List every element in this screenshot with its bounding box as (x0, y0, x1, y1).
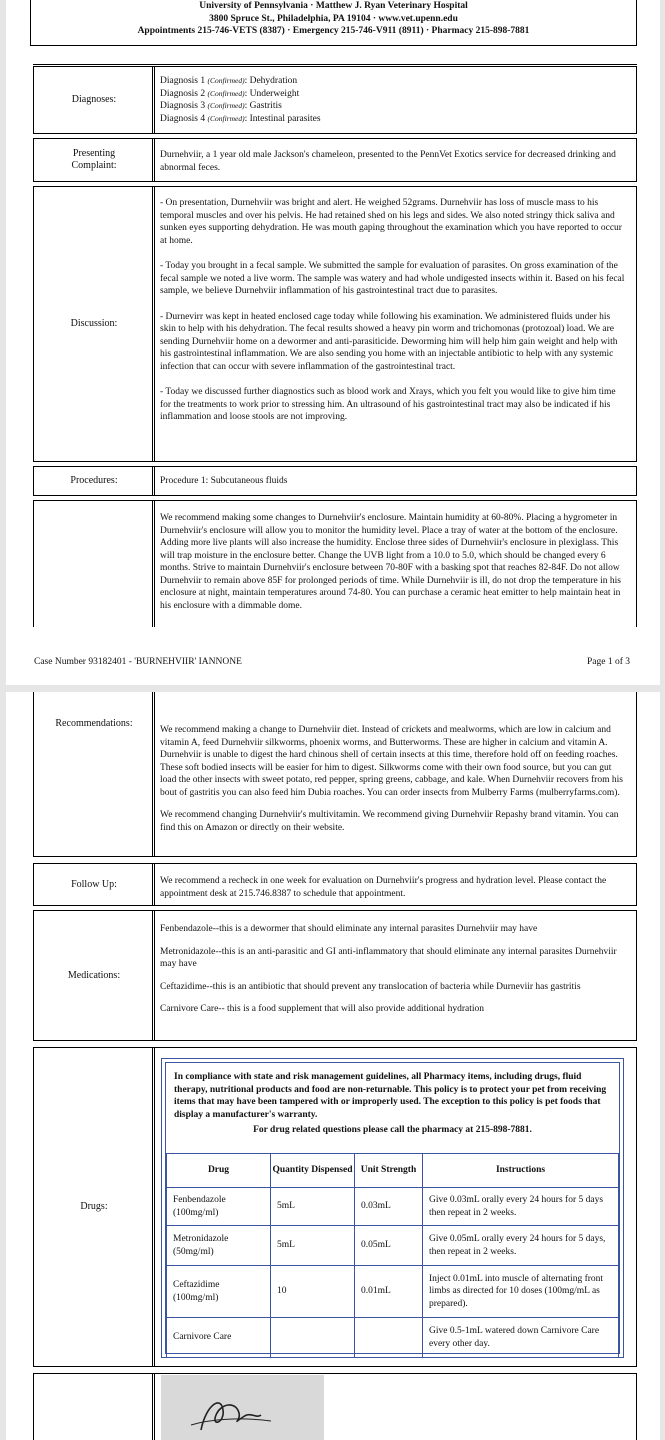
unit-column-header: Unit Strength (355, 1154, 423, 1188)
drug-instructions: Give 0.03mL orally every 24 hours for 5 days then repeat in 2 weeks. (423, 1188, 619, 1226)
discussion-paragraph: - On presentation, Durnehviir was bright and alert. He weighed 52grams. Durnehviir has loss of muscle mass to his temporal muscles and over his pelvis. He had retained shed on his legs and sides. We also noted stringy thick saliva and sunken eyes supporting dehydration. He was mouth gaping throughout the examination which you have reported to occur at home. (160, 198, 622, 246)
medications-label: Medications: (33, 910, 155, 1041)
signature-image (161, 1375, 324, 1440)
discussion-content (152, 186, 637, 462)
diagnosis-item: Diagnosis 3 (Confirmed): Gastritis (160, 101, 282, 111)
quantity-column-header: Quantity Dispensed (271, 1154, 355, 1188)
drug-quantity: 5mL (271, 1226, 355, 1266)
drug-instructions: Inject 0.01mL into muscle of alternating front limbs as directed for 10 doses (100mg/mL as prepared). (423, 1266, 619, 1318)
table-row (167, 1226, 619, 1266)
report-page-1 (6, 0, 660, 685)
recommendation-paragraph: We recommend changing Durnehviir's multivitamin. We recommend giving Durnehviir Repashy brand vitamin. You can find this on Amazon or directly on their website. (160, 810, 619, 833)
pharmacy-phone-note: For drug related questions please call the pharmacy at 215-898-7881. (253, 1125, 532, 1135)
header-line-3: Appointments 215-746-VETS (8387) · Emergency 215-746-V911 (8911) · Pharmacy 215-898-7881 (137, 26, 530, 36)
drug-unit: 0.05mL (355, 1226, 423, 1266)
instructions-column-header: Instructions (423, 1154, 619, 1188)
recommendations-content-page2 (152, 692, 637, 857)
drug-quantity: 10 (271, 1266, 355, 1318)
drug-name: Fenbendazole (100mg/ml) (167, 1188, 271, 1226)
discussion-paragraph: - Today we discussed further diagnostics such as blood work and Xrays, which you felt you would like to give him time for the treatments to work prior to stressing him. An ultrasound of his gastrointestinal tract may also be indicated if his inflammation and loose stools are not improving. (160, 387, 616, 422)
discussion-paragraph: - Today you brought in a fecal sample. We submitted the sample for evaluation of parasites. On gross examination of the fecal sample we noted a live worm. The sample was watery and had whole undigested insects within it. Based on his fecal sample, we believe Durnehviir inflammation of his gastrointestinal tract due to parasites. (160, 261, 625, 296)
complaint-content: Durnehviir, a 1 year old male Jackson's chameleon, presented to the PennVet Exotics service for decreased drinking and abnormal feces. (152, 138, 637, 182)
recommendations-label-continued (33, 500, 155, 627)
header-line-2: 3800 Spruce St., Philadelphia, PA 19104 · www.vet.upenn.edu (209, 13, 458, 24)
drug-unit (355, 1318, 423, 1358)
procedures-label: Procedures: (33, 466, 155, 496)
drug-unit: 0.03mL (355, 1188, 423, 1226)
medication-item: Carnivore Care-- this is a food supplement that will also provide additional hydration (160, 1004, 484, 1014)
header-line-1: University of Pennsylvania · Matthew J. Ryan Veterinary Hospital (199, 1, 468, 11)
medication-item: Ceftazidime--this is an antibiotic that should prevent any translocation of bacteria while Durneviir has gastritis (160, 981, 581, 992)
drug-name: Ceftazidime (100mg/ml) (167, 1266, 271, 1318)
table-row (167, 1318, 619, 1358)
hospital-header (30, 0, 637, 46)
table-row (167, 1266, 619, 1318)
medications-content (152, 910, 637, 1041)
drug-column-header: Drug (167, 1154, 271, 1188)
diagnosis-item: Diagnosis 2 (Confirmed): Underweight (160, 88, 300, 99)
followup-content: We recommend a recheck in one week for evaluation on Durnehviir's progress and hydration level. Please contact the appointment desk at 215.746.8387 to schedule that appointment. (152, 863, 637, 906)
medication-item: Metronidazole--this is an anti-parasitic and GI anti-inflammatory that should eliminate any internal parasites Durnehviir may have (160, 946, 617, 969)
diagnosis-item: Diagnosis 1 (Confirmed): Dehydration (160, 76, 298, 86)
drug-instructions: Give 0.5-1mL watered down Carnivore Care every other day. (423, 1318, 619, 1358)
drug-unit: 0.01mL (355, 1266, 423, 1318)
section-divider (33, 64, 637, 65)
pharmacy-policy-text: In compliance with state and risk management guidelines, all Pharmacy items, including drugs, fluid therapy, nutritional products and food are non-returnable. This policy is to protect your pet from receiving items that may have been tampered with or improperly used. The exception to this policy is pet foods that display a manufacturer's warranty. (174, 1072, 607, 1120)
recommendation-paragraph: We recommend making a change to Durnehviir diet. Instead of crickets and mealworms, which are low in calcium and vitamin A, feed Durnehviir silkworms, phoenix worms, and Butterworms. These are higher in calcium and vitamin A. Durnehviir is unable to digest the hard chinous shell of certain insects at this time, therefore hold off on feeding roaches. These soft bodied insects will be easier for him to digest. Silkworms come with their own food source, but you can gut load the other insects with sweet potato, red pepper, spring greens, cabbage, and kale. When Durnehviir recovers from his bout of gastritis you can also feed him Dubia roaches. You can order insects from Mulberry Farms (mulberryfarms.com). (160, 725, 623, 798)
medication-item: Fenbendazole--this is a dewormer that should eliminate any internal parasites Durnehviir may have (160, 924, 538, 934)
complaint-label: Presenting Complaint: (33, 138, 155, 182)
drug-name: Metronidazole (50mg/ml) (167, 1226, 271, 1266)
recommendations-label: Recommendations: (33, 692, 155, 857)
page-number: Page 1 of 3 (586, 657, 630, 667)
diagnosis-item: Diagnosis 4 (Confirmed): Intestinal parasites (160, 113, 321, 124)
discussion-label: Discussion: (33, 186, 155, 462)
followup-label: Follow Up: (33, 863, 155, 906)
signature-label-cell (33, 1373, 155, 1440)
report-page-2 (6, 692, 660, 1440)
signature-scribble (161, 1375, 324, 1435)
drugs-label: Drugs: (33, 1047, 155, 1367)
drug-name: Carnivore Care (167, 1318, 271, 1358)
pharmacy-policy-box (161, 1058, 624, 1358)
diagnoses-content (152, 66, 637, 134)
table-row (167, 1188, 619, 1226)
recommendations-content-page1: We recommend making some changes to Durnehviir's enclosure. Maintain humidity at 60-80%. Placing a hygrometer in Durnehviir's enclosure will allow you to monitor the humidity level. Place a tray of water at the bottom of the enclosure. Adding more live plants will also increase the humidity. Enclose three sides of Durnehviir's enclosure in plexiglass. This will trap moisture in the enclosure better. Change the UVB light from a 10.0 to 5.0, which should be changed every 6 months. Strive to maintain Durnehviir's enclosure between 70-80F with a basking spot that reaches 82-84F. Do not allow Durnehviir to remain above 85F for prolonged periods of time. While Durnehviir is ill, do not drop the temperature in his enclosure at night, maintain temperatures around 74-80. You can purchase a ceramic heat emitter to help maintain heat in his enclosure with a dimmable dome. (152, 500, 637, 627)
discussion-paragraph: - Durnevirr was kept in heated enclosed cage today while following his examination. We administered fluids under his skin to help with his dehydration. The fecal results showed a heavy pin worm and trichomonas (protozoal) load. We are sending Durnehviir home on a dewormer and anti-parasiticide. Deworming him will help him gain weight and help with his gastrointestinal inflammation. We are also sending you home with an injectable antibiotic to help with any systemic infection that can occur with severe inflammation of the gastrointestinal tract. (160, 311, 618, 372)
procedures-content: Procedure 1: Subcutaneous fluids (152, 466, 637, 496)
drug-quantity (271, 1318, 355, 1358)
case-number: Case Number 93182401 - 'BURNEHVIIR' IANNONE (34, 657, 242, 667)
drug-table (166, 1153, 619, 1358)
drug-instructions: Give 0.05mL orally every 24 hours for 5 days, then repeat in 2 weeks. (423, 1226, 619, 1266)
drug-quantity: 5mL (271, 1188, 355, 1226)
diagnoses-label: Diagnoses: (33, 66, 155, 134)
